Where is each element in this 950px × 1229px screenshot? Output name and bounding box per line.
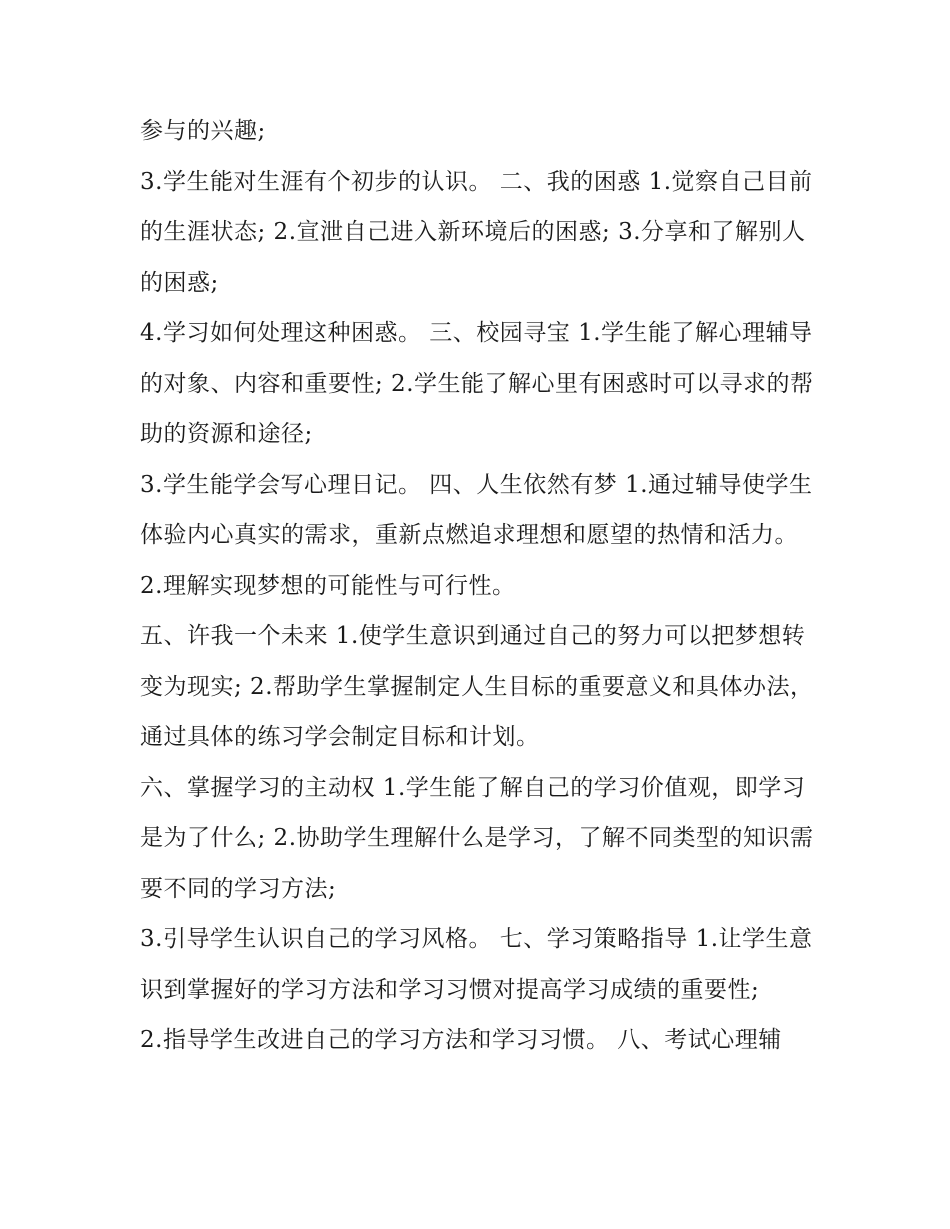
paragraph-7: 3.引导学生认识自己的学习风格。 七、学习策略指导 1.让学生意识到掌握好的学习方法和学习习惯对提高学习成绩的重要性; (140, 926, 813, 1003)
paragraph-8: 2.指导学生改进自己的学习方法和学习习惯。 八、考试心理辅 (140, 1027, 782, 1053)
paragraph-6: 六、掌握学习的主动权 1.学生能了解自己的学习价值观，即学习是为了什么; 2.协助学生理解什么是学习，了解不同类型的知识需要不同的学习方法; (140, 774, 814, 902)
paragraph-5: 五、许我一个未来 1.使学生意识到通过自己的努力可以把梦想转变为现实; 2.帮助学生掌握制定人生目标的重要意义和具体办法，通过具体的练习学会制定目标和计划。 (140, 623, 814, 750)
paragraph-2: 3.学生能对生涯有个初步的认识。 二、我的困惑 1.觉察自己目前的生涯状态; 2.宣泄自己进入新环境后的困惑; 3.分享和了解别人的困惑; (140, 168, 813, 296)
paragraph-3: 4.学习如何处理这种困惑。 三、校园寻宝 1.学生能了解心理辅导的对象、内容和重要性; 2.学生能了解心里有困惑时可以寻求的帮助的资源和途径; (140, 320, 814, 447)
paragraph-1: 参与的兴趣; (140, 118, 266, 144)
document-body (140, 106, 820, 1066)
paragraph-4: 3.学生能学会写心理日记。 四、人生依然有梦 1.通过辅导使学生体验内心真实的需求，重新点燃追求理想和愿望的热情和活力。 2.理解实现梦想的可能性与可行性。 (140, 471, 813, 599)
